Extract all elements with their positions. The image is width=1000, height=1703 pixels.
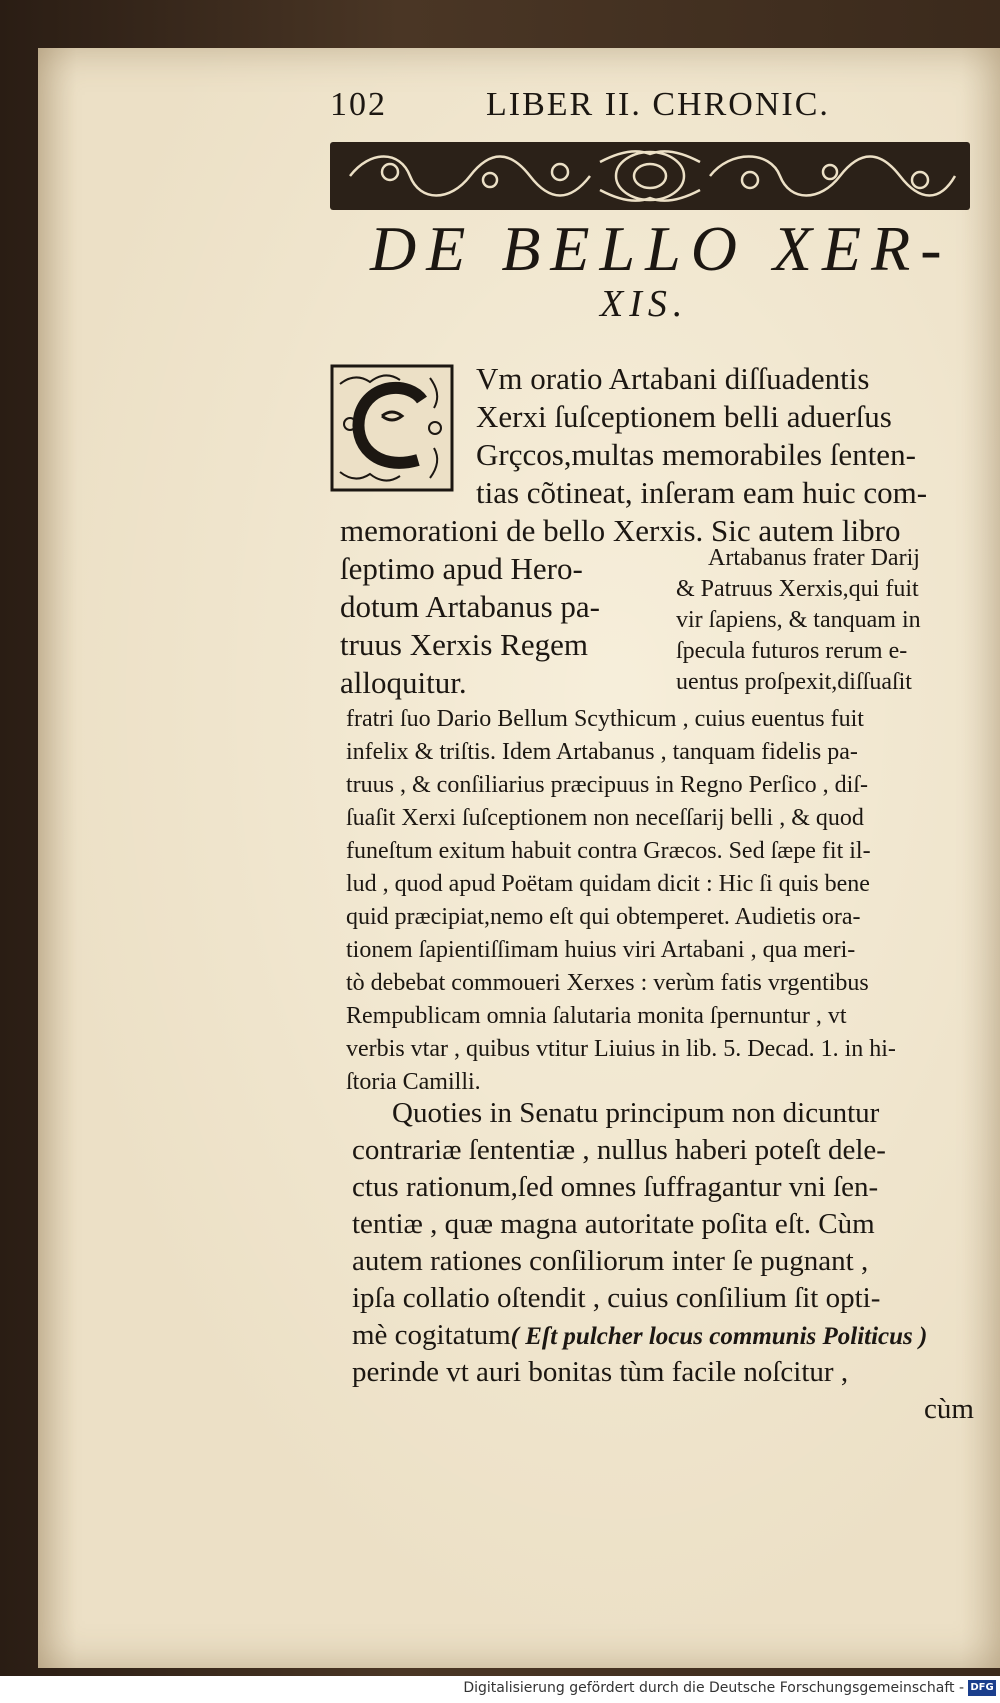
text-line: infelix & triſtis. Idem Artabanus , tanquam fidelis pa- (346, 739, 858, 765)
footer-credit: Digitalisierung gefördert durch die Deutsche Forschungsgemeinschaft - (463, 1680, 964, 1696)
text-line: lud , quod apud Poëtam quidam dicit : Hic ſi quis bene (346, 871, 870, 897)
text-line: uentus proſpexit,diſſuaſit (676, 669, 912, 695)
text-line: tò debebat commoueri Xerxes : verùm fatis vrgentibus (346, 970, 869, 996)
dfg-logo: DFG (968, 1680, 996, 1696)
text-line-with-note (352, 1318, 927, 1353)
text-line: funeſtum exitum habuit contra Græcos. Sed ſæpe fit il- (346, 838, 871, 864)
decorated-initial-c (330, 364, 454, 492)
chapter-title-continued: XIS. (600, 283, 689, 325)
text-fragment: mè cogitatum (352, 1319, 511, 1351)
page-number: 102 (330, 86, 387, 123)
text-line: tias cõtineat, inſeram eam huic com- (476, 475, 928, 510)
text-line: Quoties in Senatu principum non dicuntur (392, 1097, 880, 1129)
text-line: ſtoria Camilli. (346, 1069, 481, 1095)
text-line: & Patruus Xerxis,qui fuit (676, 576, 919, 602)
text-line: tentiæ , quæ magna autoritate poſita eſt. Cùm (352, 1208, 875, 1240)
catchword: cùm (924, 1393, 974, 1425)
text-line: fratri ſuo Dario Bellum Scythicum , cuius euentus fuit (346, 706, 864, 732)
text-line: Artabanus frater Darij (708, 545, 920, 571)
text-line: tionem ſapientiſſimam huius viri Artabani , qua meri- (346, 937, 856, 963)
running-head: LIBER II. CHRONIC. (486, 86, 830, 123)
text-line: contrariæ ſententiæ , nullus haberi poteſt dele- (352, 1134, 886, 1166)
text-line: Vm oratio Artabani diſſuadentis (476, 361, 870, 396)
ornament-headpiece (330, 142, 970, 210)
text-line: autem rationes conſiliorum inter ſe pugnant , (352, 1245, 869, 1277)
text-line: ctus rationum,ſed omnes ſuffragantur vni ſen- (352, 1171, 879, 1203)
text-line: ſpecula futuros rerum e- (676, 638, 908, 664)
text-line: memorationi de bello Xerxis. Sic autem libro (340, 513, 901, 548)
text-line: verbis vtar , quibus vtitur Liuius in lib. 5. Decad. 1. in hi- (346, 1036, 896, 1062)
digitization-footer (0, 1676, 1000, 1703)
text-line: ipſa collatio oſtendit , cuius conſilium ſit opti- (352, 1282, 881, 1314)
text-line: Rempublicam omnia ſalutaria monita ſpernuntur , vt (346, 1003, 847, 1029)
text-line: truus , & conſiliarius præcipuus in Regno Perſico , diſ- (346, 772, 868, 798)
text-line: perinde vt auri bonitas tùm facile noſcitur , (352, 1356, 849, 1388)
text-line: alloquitur. (340, 665, 467, 700)
text-line: truus Xerxis Regem (340, 627, 588, 662)
text-line: dotum Artabanus pa- (340, 589, 601, 624)
text-line: quid præcipiat,nemo eſt qui obtemperet. Audietis ora- (346, 904, 861, 930)
text-line: vir ſapiens, & tanquam in (676, 607, 921, 633)
text-line: Grçcos,multas memorabiles ſenten- (476, 437, 916, 472)
text-line: Xerxi ſuſceptionem belli aduerſus (476, 399, 892, 434)
text-line: ſeptimo apud Hero- (340, 551, 583, 586)
chapter-title: DE BELLO XER- (370, 213, 952, 284)
text-line: ſuaſit Xerxi ſuſceptionem non neceſſarij belli , & quod (346, 805, 864, 831)
marginal-italic-note: ( Eſt pulcher locus communis Politicus ) (510, 1323, 928, 1350)
